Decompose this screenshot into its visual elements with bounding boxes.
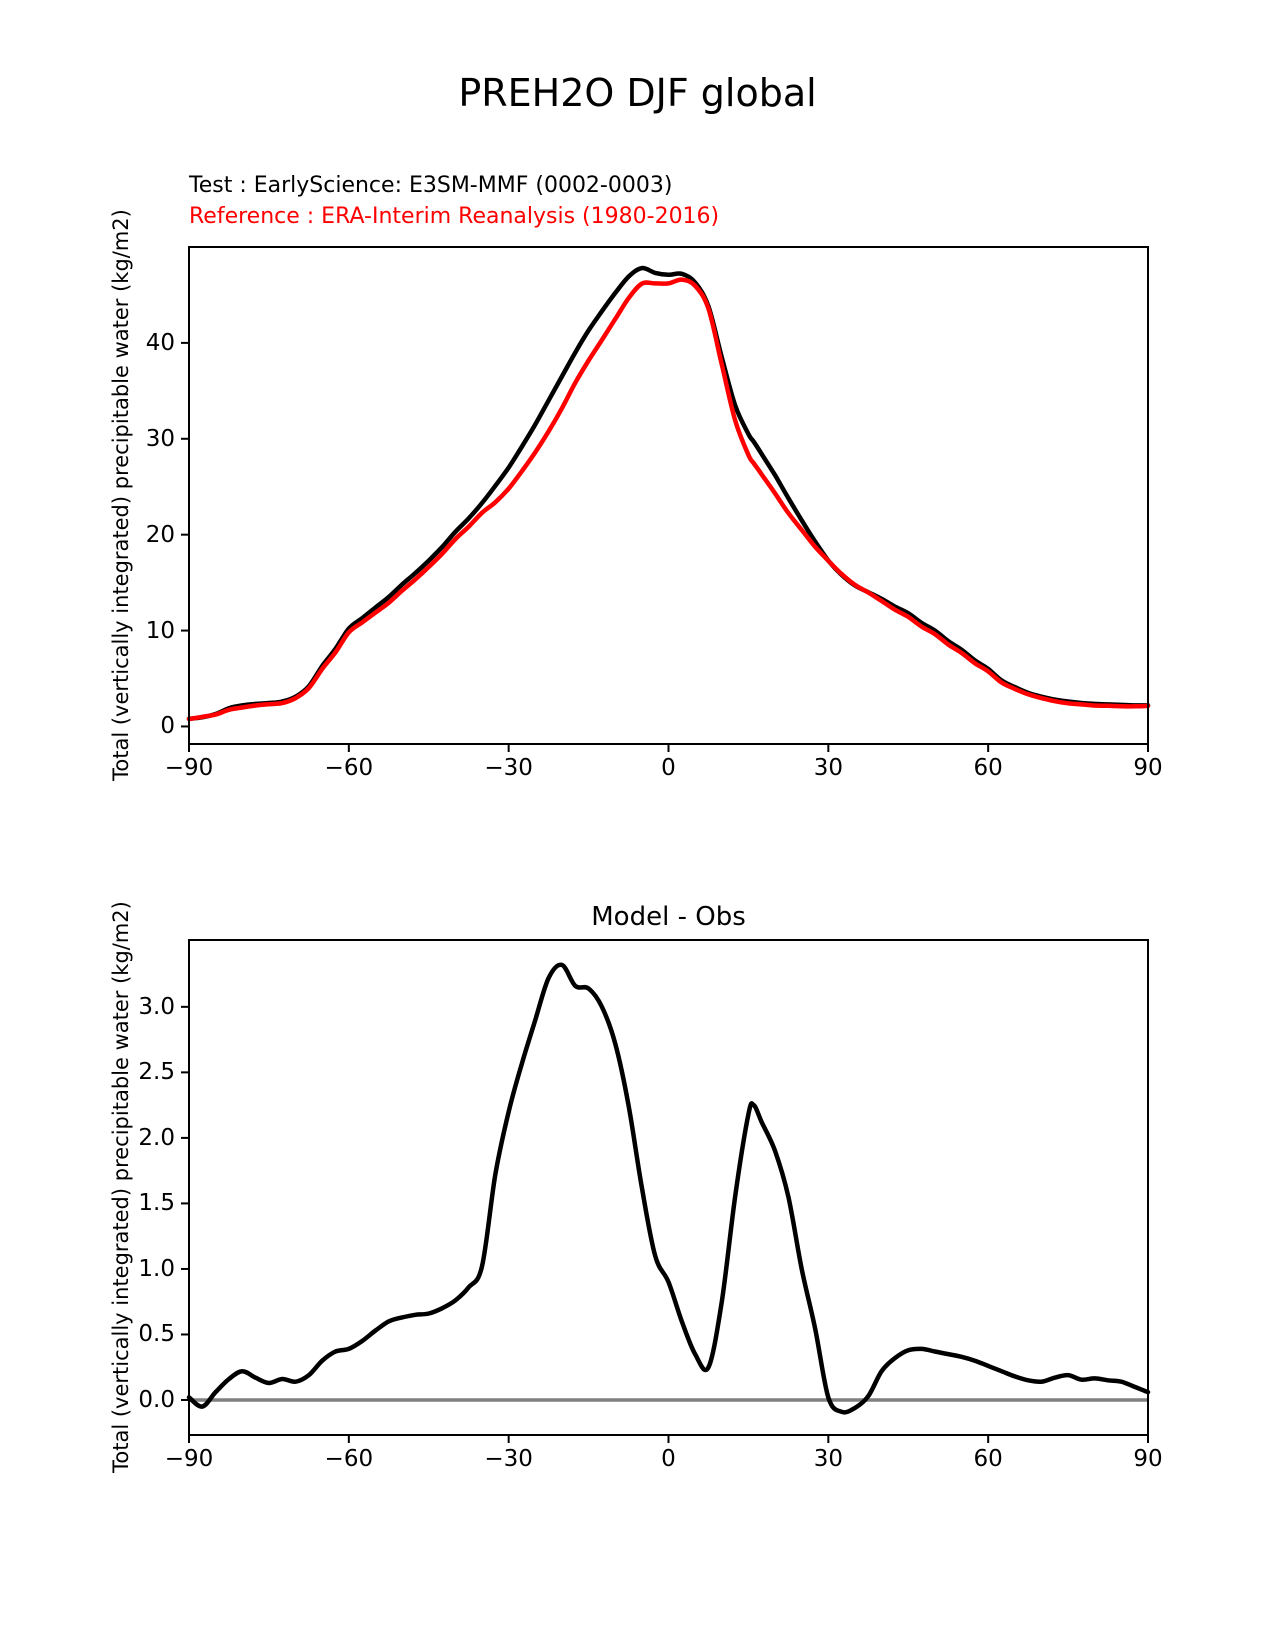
bottom_panel-xtick-label: 30 — [813, 1446, 843, 1472]
top_panel-xtick-label: −90 — [164, 755, 214, 781]
bottom_panel-ytick-label: 2.5 — [138, 1059, 175, 1086]
top_panel-xtick-label: 60 — [973, 755, 1003, 781]
bottom-y-axis-label: Total (vertically integrated) precipitable water (kg/m2) — [109, 901, 133, 1473]
figure-title: PREH2O DJF global — [458, 71, 817, 115]
top_panel-xtick-label: 90 — [1133, 755, 1163, 781]
top_panel-xtick-label: −30 — [484, 755, 533, 781]
top_panel-ytick-label: 0 — [160, 713, 175, 740]
legend-reference-label: Reference : ERA-Interim Reanalysis (1980-2016) — [189, 204, 720, 229]
bottom_panel-xtick-label: −30 — [484, 1446, 533, 1472]
top_panel-ytick-label: 40 — [145, 329, 175, 356]
top_panel-xtick-label: −60 — [324, 755, 374, 781]
bottom_panel-ytick-label: 0.0 — [138, 1387, 175, 1413]
bottom_panel-ytick-label: 1.5 — [138, 1190, 175, 1217]
bottom_panel-ytick-label: 3.0 — [138, 993, 175, 1020]
bottom_panel-ytick-label: 2.0 — [138, 1124, 175, 1151]
series-curve-bottom_panel-0 — [189, 965, 1148, 1413]
bottom_panel-xtick-label: 60 — [973, 1446, 1003, 1472]
legend-test-label: Test : EarlyScience: E3SM-MMF (0002-0003) — [189, 173, 673, 198]
bottom_panel-xtick-label: −90 — [164, 1446, 214, 1472]
top-y-axis-label: Total (vertically integrated) precipitable water (kg/m2) — [109, 209, 133, 781]
bottom_panel-xtick-label: −60 — [324, 1446, 374, 1472]
top_panel-xtick-label: 30 — [813, 755, 843, 781]
top_panel-ytick-label: 30 — [145, 425, 175, 452]
top_panel-xtick-label: 0 — [661, 755, 676, 781]
bottom_panel-axes-frame — [189, 940, 1148, 1435]
top_panel-axes-frame — [189, 247, 1148, 744]
bottom_panel-ytick-label: 0.5 — [138, 1321, 175, 1348]
top_panel-ytick-label: 20 — [145, 521, 175, 548]
series-curve-top_panel-1 — [189, 280, 1148, 719]
series-curve-top_panel-0 — [189, 268, 1148, 719]
bottom_panel-xtick-label: 0 — [661, 1446, 676, 1472]
bottom_panel-ytick-label: 1.0 — [138, 1255, 175, 1282]
bottom-panel-title: Model - Obs — [591, 902, 746, 932]
top_panel-ytick-label: 10 — [145, 617, 175, 644]
bottom_panel-xtick-label: 90 — [1133, 1446, 1163, 1472]
